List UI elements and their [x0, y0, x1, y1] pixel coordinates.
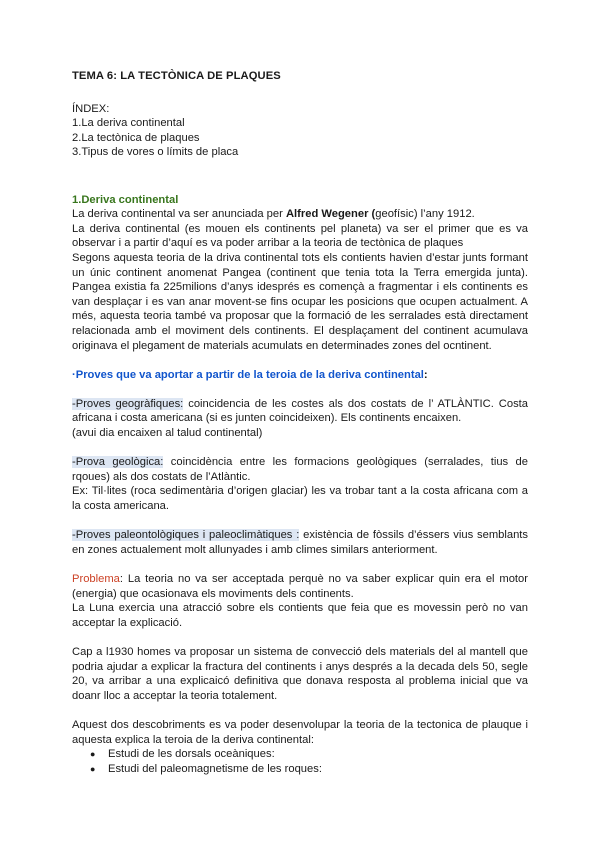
highlight-label: -Prova geològica: — [72, 456, 164, 469]
index-item: 3.Tipus de vores o límits de placa — [72, 146, 239, 159]
prova-geologica-example: Ex: Til·lites (roca sedimentària d’origen glaciar) les va trobar tant a la costa africana com a la costa americana. — [72, 485, 528, 513]
prova-geologica — [72, 455, 528, 484]
section1-paragraph-2: La deriva continental (es mouen els continents pel planeta) va ser el primer que es va observar i a partir d’aquí es va poder arribar a la teoria de tectònica de plaques — [72, 222, 528, 250]
bullet-list — [72, 747, 528, 776]
highlight-label: -Proves paleontològiques i paleoclimàtiques : — [72, 529, 300, 542]
proves-heading — [72, 368, 528, 383]
proves-geografiques — [72, 397, 528, 426]
problema-label: Problema — [72, 573, 120, 585]
proves-paleontologiques — [72, 528, 528, 557]
highlight-label: -Proves geogràfiques: — [72, 397, 184, 410]
paragraph-1930: Cap a l1930 homes va proposar un sistema de convecció dels materials del al mantell que podria ajudar a explicar la fractura del continents i anys després a la decada dels 50, segle 20, va arribar a una explicaicó definitiva que donava resposta al problema inicial que va doanr lloc a acceptar la teoria totalement. — [72, 645, 528, 702]
text-span: : La teoria no va ser acceptada perquè no va saber explicar quin era el motor (energia) que ocasionava els moviments dels continents. — [72, 573, 528, 600]
text-span: existència de fòssils d’éssers vius semblants en zones actualement molt allunyades i amb climes similars anteriorment. — [72, 529, 528, 556]
text-span: coincidència entre les formacions geològiques (serralades, tius de rqoues) als dos costats de l’Atlàntic. — [72, 456, 528, 483]
text-span: coincidencia de les costes als dos costats de l’ ATLÀNTIC. Costa africana i costa americana (si es junten coincideixen). Els continents encaixen. — [72, 397, 528, 425]
index-heading: ÍNDEX: — [72, 102, 110, 115]
section1-paragraph-1 — [72, 207, 528, 222]
text-span: geofísic) l’any 1912. — [375, 208, 475, 221]
proves-heading-text: ·Proves que va aportar a partir de la teroia de la deriva continental — [72, 368, 424, 381]
problema-paragraph — [72, 572, 528, 601]
author-name: Alfred Wegener ( — [285, 208, 376, 221]
text-span: La deriva continental va ser anunciada per — [72, 208, 286, 221]
paragraph-final: Aquest dos descobriments es va poder desenvolupar la teoria de la tectonica de plauque i aquesta explica la teroia de la deriva continental: — [72, 718, 528, 746]
section1-paragraph-3: Segons aquesta teoria de la driva continental tots els contients havien d’estar junts formant un únic continent anomenat Pangea (continent que tenia tota la Terra emergida junta). Pangea existia fa 225milions d’anys idesprés es començà a fragmentar i els continents es van desplaçar i es van anar movent-se fins ocupar les posicions que ocupen actualment. A més, aquesta teoria també va proposar que la formació de les serralades està directament relacionada amb el moviment dels continents. El desplaçament del continent acumulava originava el plegament de materials acumulats en determinades zones del ocntinent. — [72, 251, 528, 352]
problema-paragraph-2: La Luna exercia una atracció sobre els contients que feia que es movessin però no van acceptar la explicació. — [72, 602, 528, 629]
list-item: ● Estudi del paleomagnetisme de les roques: — [108, 762, 528, 777]
index-item: 2.La tectònica de plaques — [72, 131, 200, 144]
list-item: ● Estudi de les dorsals oceàniques: — [108, 747, 528, 762]
proves-heading-colon: : — [423, 368, 428, 381]
section-heading-deriva: 1.Deriva continental — [72, 193, 179, 206]
index-item: 1.La deriva continental — [72, 117, 185, 130]
document-content — [72, 69, 528, 776]
page-title: TEMA 6: LA TECTÒNICA DE PLAQUES — [72, 70, 281, 82]
proves-geografiques-note: (avui dia encaixen al talud continental) — [72, 427, 263, 440]
